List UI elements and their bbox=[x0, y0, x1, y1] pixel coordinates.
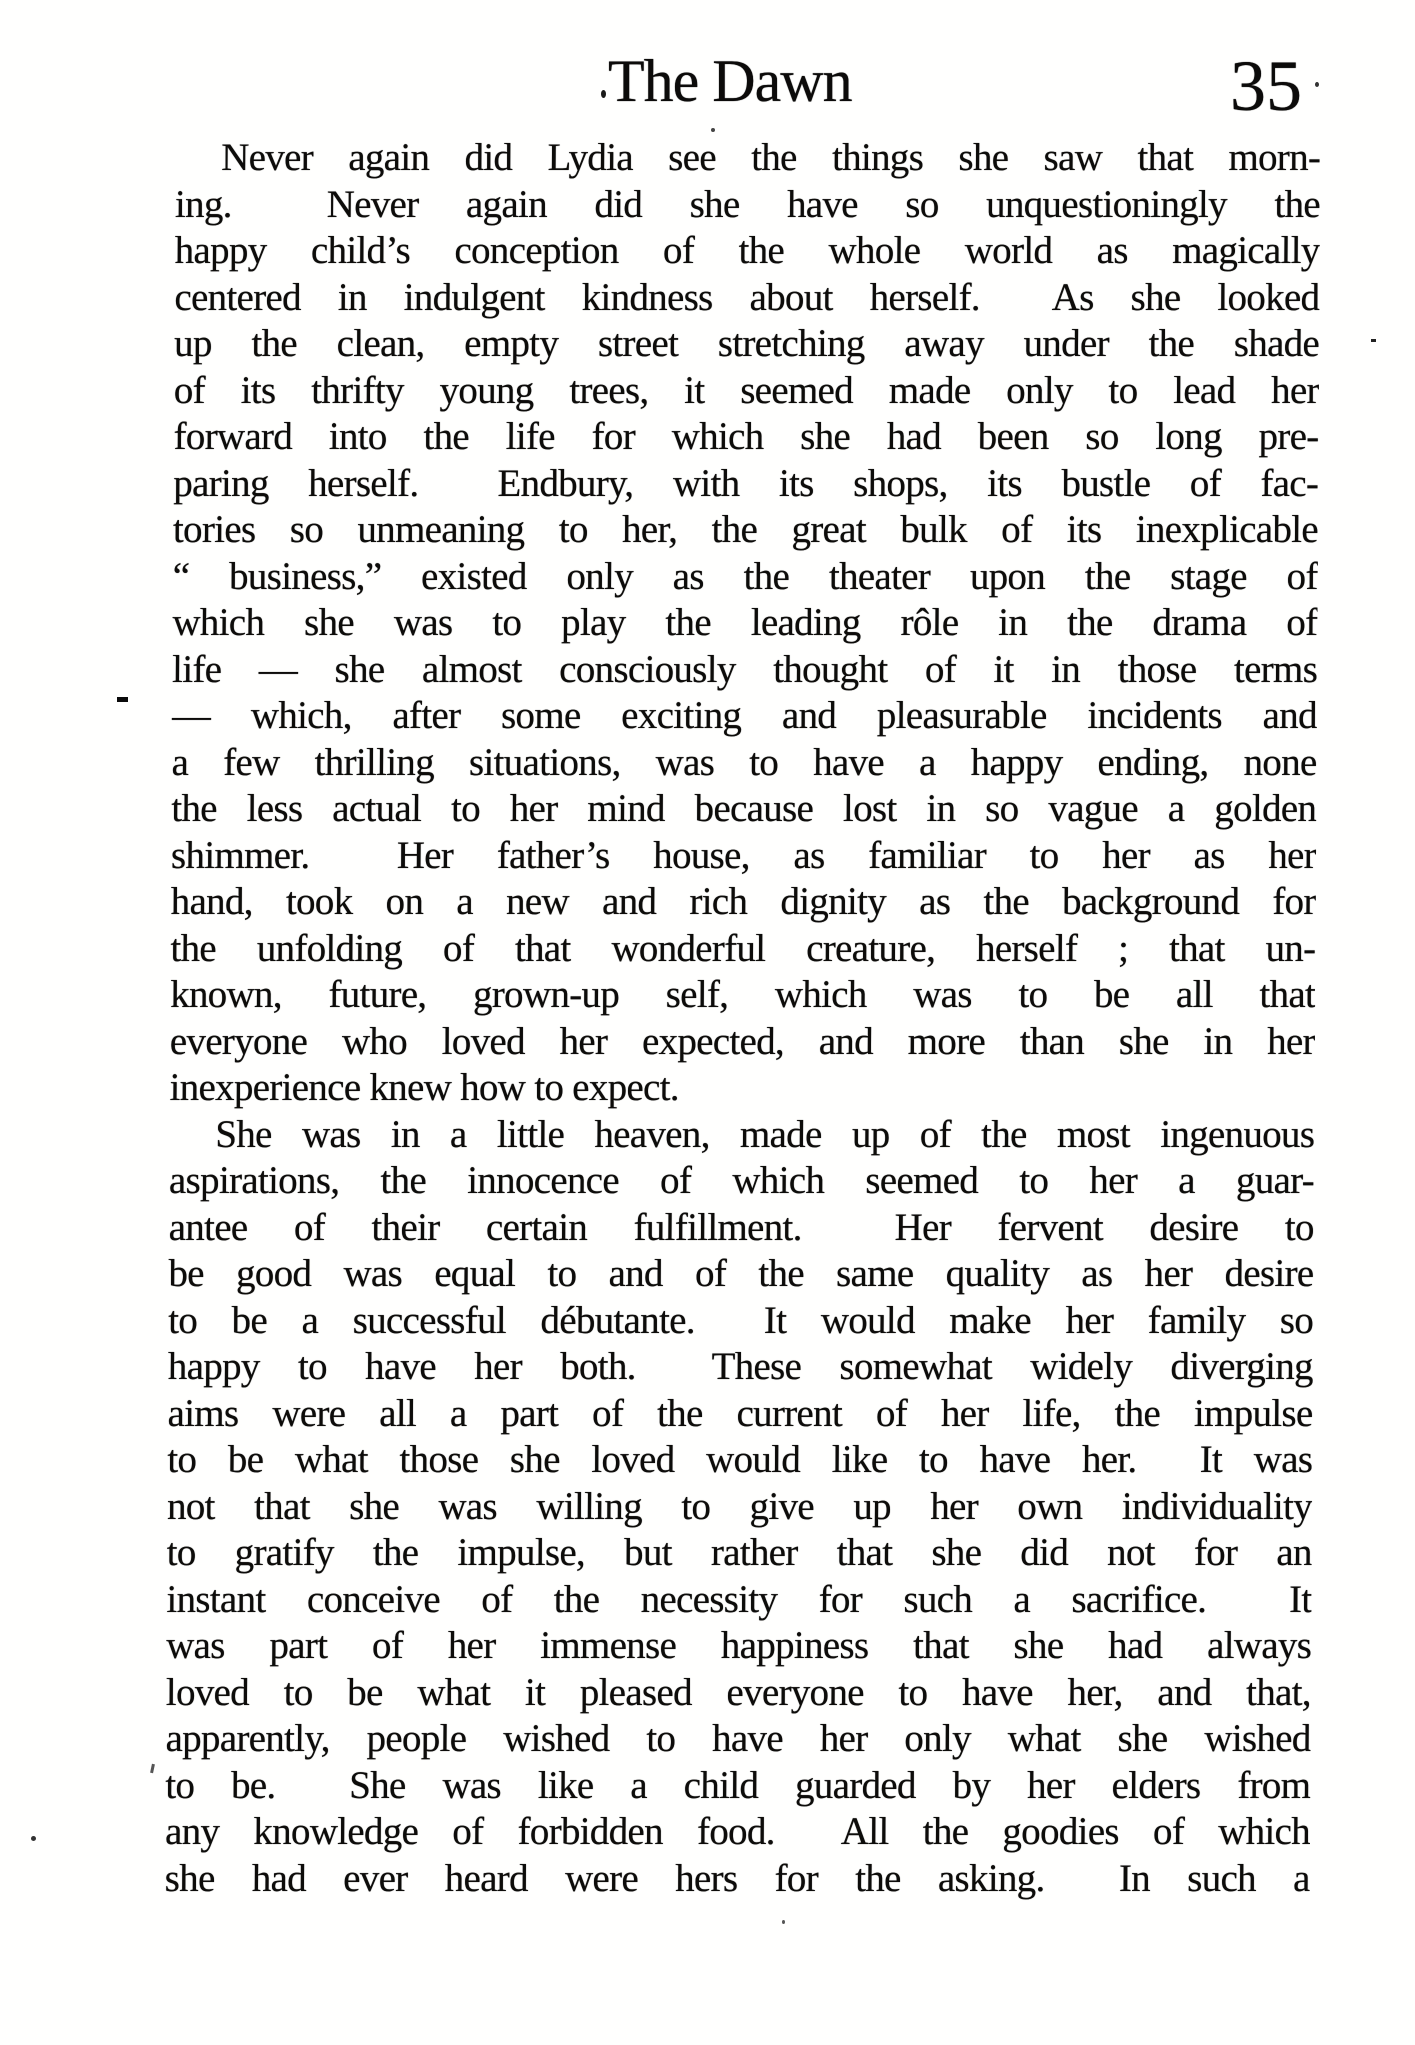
chapter-title: The Dawn bbox=[608, 48, 852, 114]
text-line: happy to have her both. These somewhat widely diverging bbox=[167, 1345, 1314, 1388]
text-line: shimmer. Her father’s house, as familiar to her as her bbox=[170, 833, 1317, 877]
text-line: paring herself. Endbury, with its shops, its bustle of fac- bbox=[173, 461, 1319, 505]
text-line: “ business,” existed only as the theater upon the stage of bbox=[172, 554, 1318, 598]
text-line: up the clean, empty street stretching away under the shade bbox=[173, 322, 1320, 365]
text-line: loved to be what it pleased everyone to have her, and that, bbox=[165, 1670, 1312, 1714]
running-header bbox=[0, 0, 1415, 130]
text-line: happy child’s conception of the whole world as magically bbox=[174, 229, 1320, 272]
text-line: the unfolding of that wonderful creature, herself ; that un- bbox=[170, 926, 1316, 970]
scan-speck bbox=[1371, 339, 1376, 342]
scan-speck bbox=[601, 90, 606, 98]
text-line: tories so unmeaning to her, the great bulk of its inexplicable bbox=[172, 508, 1319, 551]
text-line: forward into the life for which she had been so long pre- bbox=[173, 415, 1319, 458]
text-line: to be. She was like a child guarded by her elders from bbox=[165, 1763, 1311, 1807]
text-line: she had ever heard were hers for the asking. In such a bbox=[164, 1856, 1310, 1900]
scan-speck bbox=[711, 128, 715, 132]
text-line: be good was equal to and of the same quality as her desire bbox=[168, 1252, 1314, 1295]
text-line: life — she almost consciously thought of it in those terms bbox=[172, 647, 1318, 691]
text-line: antee of their certain fulfillment. Her fervent desire to bbox=[168, 1205, 1314, 1249]
text-line: was part of her immense happiness that she had always bbox=[166, 1624, 1312, 1667]
scan-speck bbox=[31, 1836, 36, 1841]
text-line: the less actual to her mind because lost in so vague a golden bbox=[171, 787, 1317, 830]
text-line: which she was to play the leading rôle in the drama of bbox=[172, 601, 1318, 644]
text-line: Never again did Lydia see the things she saw that morn- bbox=[221, 136, 1321, 179]
text-line: known, future, grown-up self, which was to be all that bbox=[170, 973, 1316, 1016]
text-line: to gratify the impulse, but rather that she did not for an bbox=[166, 1531, 1312, 1574]
text-line: aims were all a part of the current of her life, the impulse bbox=[167, 1391, 1313, 1435]
page-number: 35 bbox=[1230, 46, 1302, 126]
text-line: any knowledge of forbidden food. All the goodies of which bbox=[164, 1810, 1311, 1853]
text-line: to be a successful débutante. It would make her family so bbox=[168, 1298, 1314, 1342]
text-line: to be what those she loved would like to have her. It was bbox=[167, 1438, 1313, 1481]
scan-speck bbox=[1315, 82, 1319, 87]
text-line: a few thrilling situations, was to have a happy ending, none bbox=[171, 740, 1317, 784]
text-line: centered in indulgent kindness about herself. As she looked bbox=[174, 275, 1320, 319]
text-line: ing. Never again did she have so unquestioningly the bbox=[174, 182, 1321, 226]
text-line: — which, after some exciting and pleasurable incidents and bbox=[171, 694, 1317, 737]
text-line: She was in a little heaven, made up of the most ingenuous bbox=[215, 1112, 1315, 1156]
body-text-block bbox=[165, 135, 1321, 1902]
text-line: everyone who loved her expected, and more than she in her bbox=[169, 1019, 1315, 1063]
text-line: apparently, people wished to have her only what she wished bbox=[165, 1717, 1311, 1760]
text-line: aspirations, the innocence of which seemed to her a guar- bbox=[168, 1159, 1315, 1202]
text-line: of its thrifty young trees, it seemed made only to lead her bbox=[173, 368, 1319, 412]
text-line: hand, took on a new and rich dignity as the background for bbox=[170, 880, 1316, 923]
scan-speck bbox=[117, 697, 128, 702]
scan-speck bbox=[782, 1920, 785, 1924]
scan-speck bbox=[150, 1764, 155, 1773]
text-line: inexperience knew how to expect. bbox=[169, 1066, 680, 1109]
text-line: instant conceive of the necessity for such a sacrifice. It bbox=[166, 1577, 1312, 1621]
text-line: not that she was willing to give up her own individuality bbox=[166, 1484, 1313, 1528]
